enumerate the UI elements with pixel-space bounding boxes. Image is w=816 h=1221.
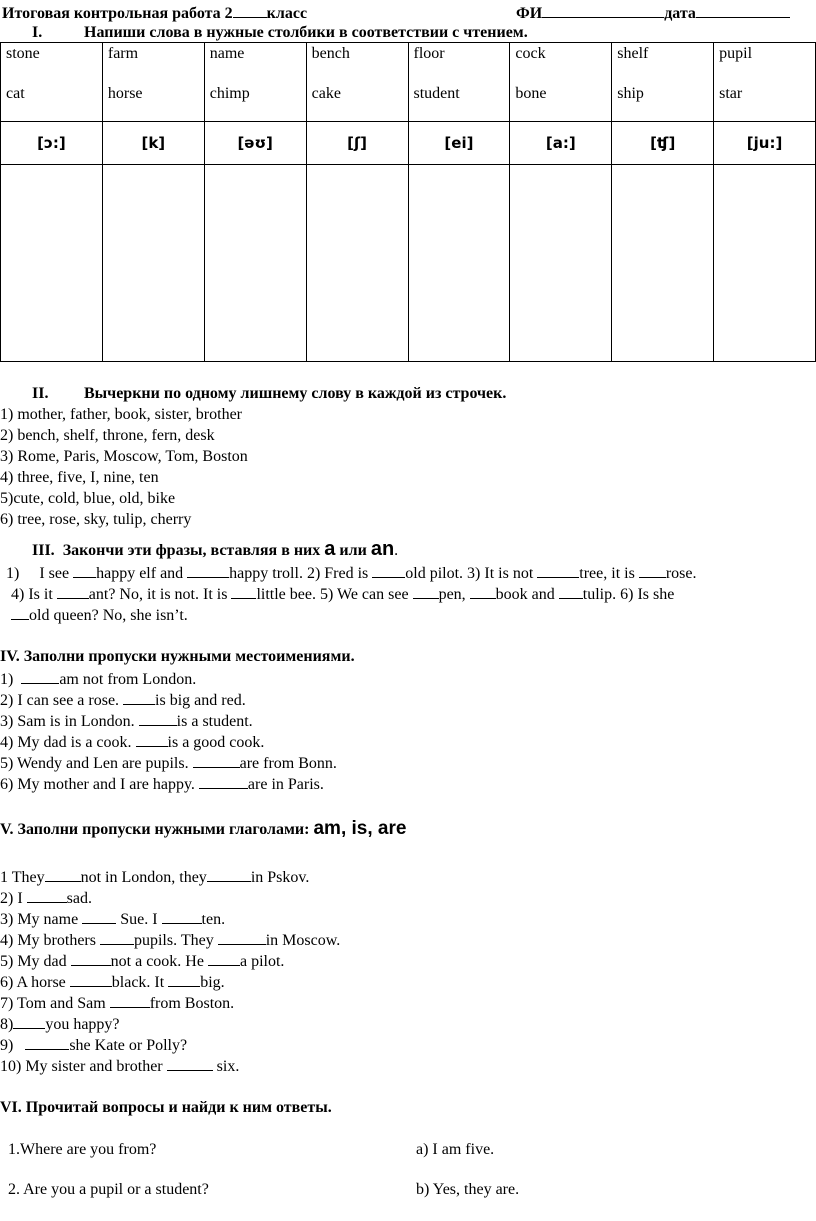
section5-item: 9) she Kate or Polly? <box>0 1034 187 1055</box>
blank[interactable] <box>136 731 168 747</box>
blank[interactable] <box>123 689 155 705</box>
section5-item: 6) A horse black. It big. <box>0 971 225 992</box>
blank[interactable] <box>537 562 579 578</box>
section5-item: 5) My dad not a cook. He a pilot. <box>0 950 284 971</box>
blank[interactable] <box>57 583 89 599</box>
section3-line-2: 4) Is it ant? No, it is not. It is little bee. 5) We can see pen, book and tulip. 6) Is she <box>11 583 674 604</box>
section2-item: 5)cute, cold, blue, old, bike <box>0 490 176 507</box>
answer-column-8[interactable] <box>714 165 816 362</box>
section4-item: 3) Sam is in London. is a student. <box>0 710 253 731</box>
blank[interactable] <box>82 908 116 924</box>
class-blank[interactable] <box>233 2 267 18</box>
answer-column-1[interactable] <box>1 165 103 362</box>
answer-a: a) I am five. <box>416 1141 495 1158</box>
blank[interactable] <box>218 929 266 945</box>
blank[interactable] <box>187 562 229 578</box>
word-cell-6: cock bone <box>510 43 612 122</box>
answer-column-3[interactable] <box>204 165 306 362</box>
sound-header-8: [ju:] <box>714 122 816 165</box>
blank[interactable] <box>207 866 251 882</box>
section2-title: Вычеркни по одному лишнему слову в каждой из строчек. <box>84 385 507 402</box>
sound-header-3: [əʊ] <box>204 122 306 165</box>
sound-header-7: [ʧ] <box>612 122 714 165</box>
section5-title: V. Заполни пропуски нужными глаголами: am, is, are <box>0 818 407 839</box>
word-cell-1: stone cat <box>1 43 103 122</box>
question-1: 1.Where are you from? <box>8 1141 157 1158</box>
section3-line-3: old queen? No, she isn’t. <box>11 604 188 625</box>
worksheet-title: Итоговая контрольная работа 2 класс <box>2 2 307 23</box>
section5-item: 8) you happy? <box>0 1013 120 1034</box>
answer-column-5[interactable] <box>408 165 510 362</box>
blank[interactable] <box>45 866 81 882</box>
sound-sorting-table <box>0 42 816 362</box>
word-cell-7: shelf ship <box>612 43 714 122</box>
sound-header-1: [ɔ:] <box>1 122 103 165</box>
section2-item: 4) three, five, I, nine, ten <box>0 469 159 486</box>
section5-item: 10) My sister and brother six. <box>0 1055 239 1076</box>
blank[interactable] <box>372 562 405 578</box>
blank[interactable] <box>21 668 59 684</box>
section4-item: 6) My mother and I are happy. are in Paris. <box>0 773 324 794</box>
section5-item: 3) My name Sue. I ten. <box>0 908 225 929</box>
section2-number: II. <box>32 385 49 402</box>
section2-item: 3) Rome, Paris, Moscow, Tom, Boston <box>0 448 248 465</box>
word-cell-5: floor student <box>408 43 510 122</box>
answer-column-6[interactable] <box>510 165 612 362</box>
section3-title: III. Закончи эти фразы, вставляя в них a или an. <box>32 538 399 560</box>
sound-header-6: [a:] <box>510 122 612 165</box>
blank[interactable] <box>413 583 439 599</box>
section1-number: I. <box>32 24 43 41</box>
answer-b: b) Yes, they are. <box>416 1181 520 1198</box>
blank[interactable] <box>100 929 134 945</box>
section3-line-1: 1) I see happy elf and happy troll. 2) Fred is old pilot. 3) It is not tree, it is rose. <box>6 562 696 583</box>
name-blank[interactable] <box>542 2 664 18</box>
word-cell-3: name chimp <box>204 43 306 122</box>
date-blank[interactable] <box>696 2 790 18</box>
blank[interactable] <box>71 950 111 966</box>
blank[interactable] <box>11 604 29 620</box>
section4-title: IV. Заполни пропуски нужными местоимениями. <box>0 648 355 665</box>
answer-column-2[interactable] <box>102 165 204 362</box>
word-cell-2: farm horse <box>102 43 204 122</box>
question-2: 2. Are you a pupil or a student? <box>8 1181 209 1198</box>
section5-item: 1 They not in London, they in Pskov. <box>0 866 309 887</box>
blank[interactable] <box>231 583 256 599</box>
blank[interactable] <box>559 583 583 599</box>
blank[interactable] <box>167 1055 213 1071</box>
blank[interactable] <box>208 950 240 966</box>
blank[interactable] <box>25 1034 69 1050</box>
word-cell-4: bench cake <box>306 43 408 122</box>
blank[interactable] <box>639 562 666 578</box>
section5-item: 2) I sad. <box>0 887 92 908</box>
section2-item: 1) mother, father, book, sister, brother <box>0 406 243 423</box>
section1-title: Напиши слова в нужные столбики в соответствии с чтением. <box>84 24 528 41</box>
blank[interactable] <box>110 992 150 1008</box>
section4-item: 5) Wendy and Len are pupils. are from Bonn. <box>0 752 337 773</box>
blank[interactable] <box>162 908 202 924</box>
sound-header-5: [ei] <box>408 122 510 165</box>
section5-item: 4) My brothers pupils. They in Moscow. <box>0 929 340 950</box>
section4-item: 2) I can see a rose. is big and red. <box>0 689 246 710</box>
answer-column-4[interactable] <box>306 165 408 362</box>
sound-header-2: [k] <box>102 122 204 165</box>
sound-header-4: [ʃ] <box>306 122 408 165</box>
section2-item: 6) tree, rose, sky, tulip, cherry <box>0 511 192 528</box>
blank[interactable] <box>70 971 112 987</box>
section4-item: 1) am not from London. <box>0 668 196 689</box>
answer-column-7[interactable] <box>612 165 714 362</box>
word-cell-8: pupil star <box>714 43 816 122</box>
blank[interactable] <box>168 971 200 987</box>
blank[interactable] <box>199 773 248 789</box>
blank[interactable] <box>193 752 240 768</box>
section5-item: 7) Tom and Sam from Boston. <box>0 992 234 1013</box>
section6-title: VI. Прочитай вопросы и найди к ним ответы. <box>0 1099 332 1116</box>
section2-item: 2) bench, shelf, throne, fern, desk <box>0 427 215 444</box>
section4-item: 4) My dad is a cook. is a good cook. <box>0 731 264 752</box>
blank[interactable] <box>139 710 177 726</box>
student-info: ФИ дата <box>516 2 790 23</box>
blank[interactable] <box>27 887 67 903</box>
blank[interactable] <box>470 583 496 599</box>
blank[interactable] <box>73 562 96 578</box>
blank[interactable] <box>13 1013 45 1029</box>
